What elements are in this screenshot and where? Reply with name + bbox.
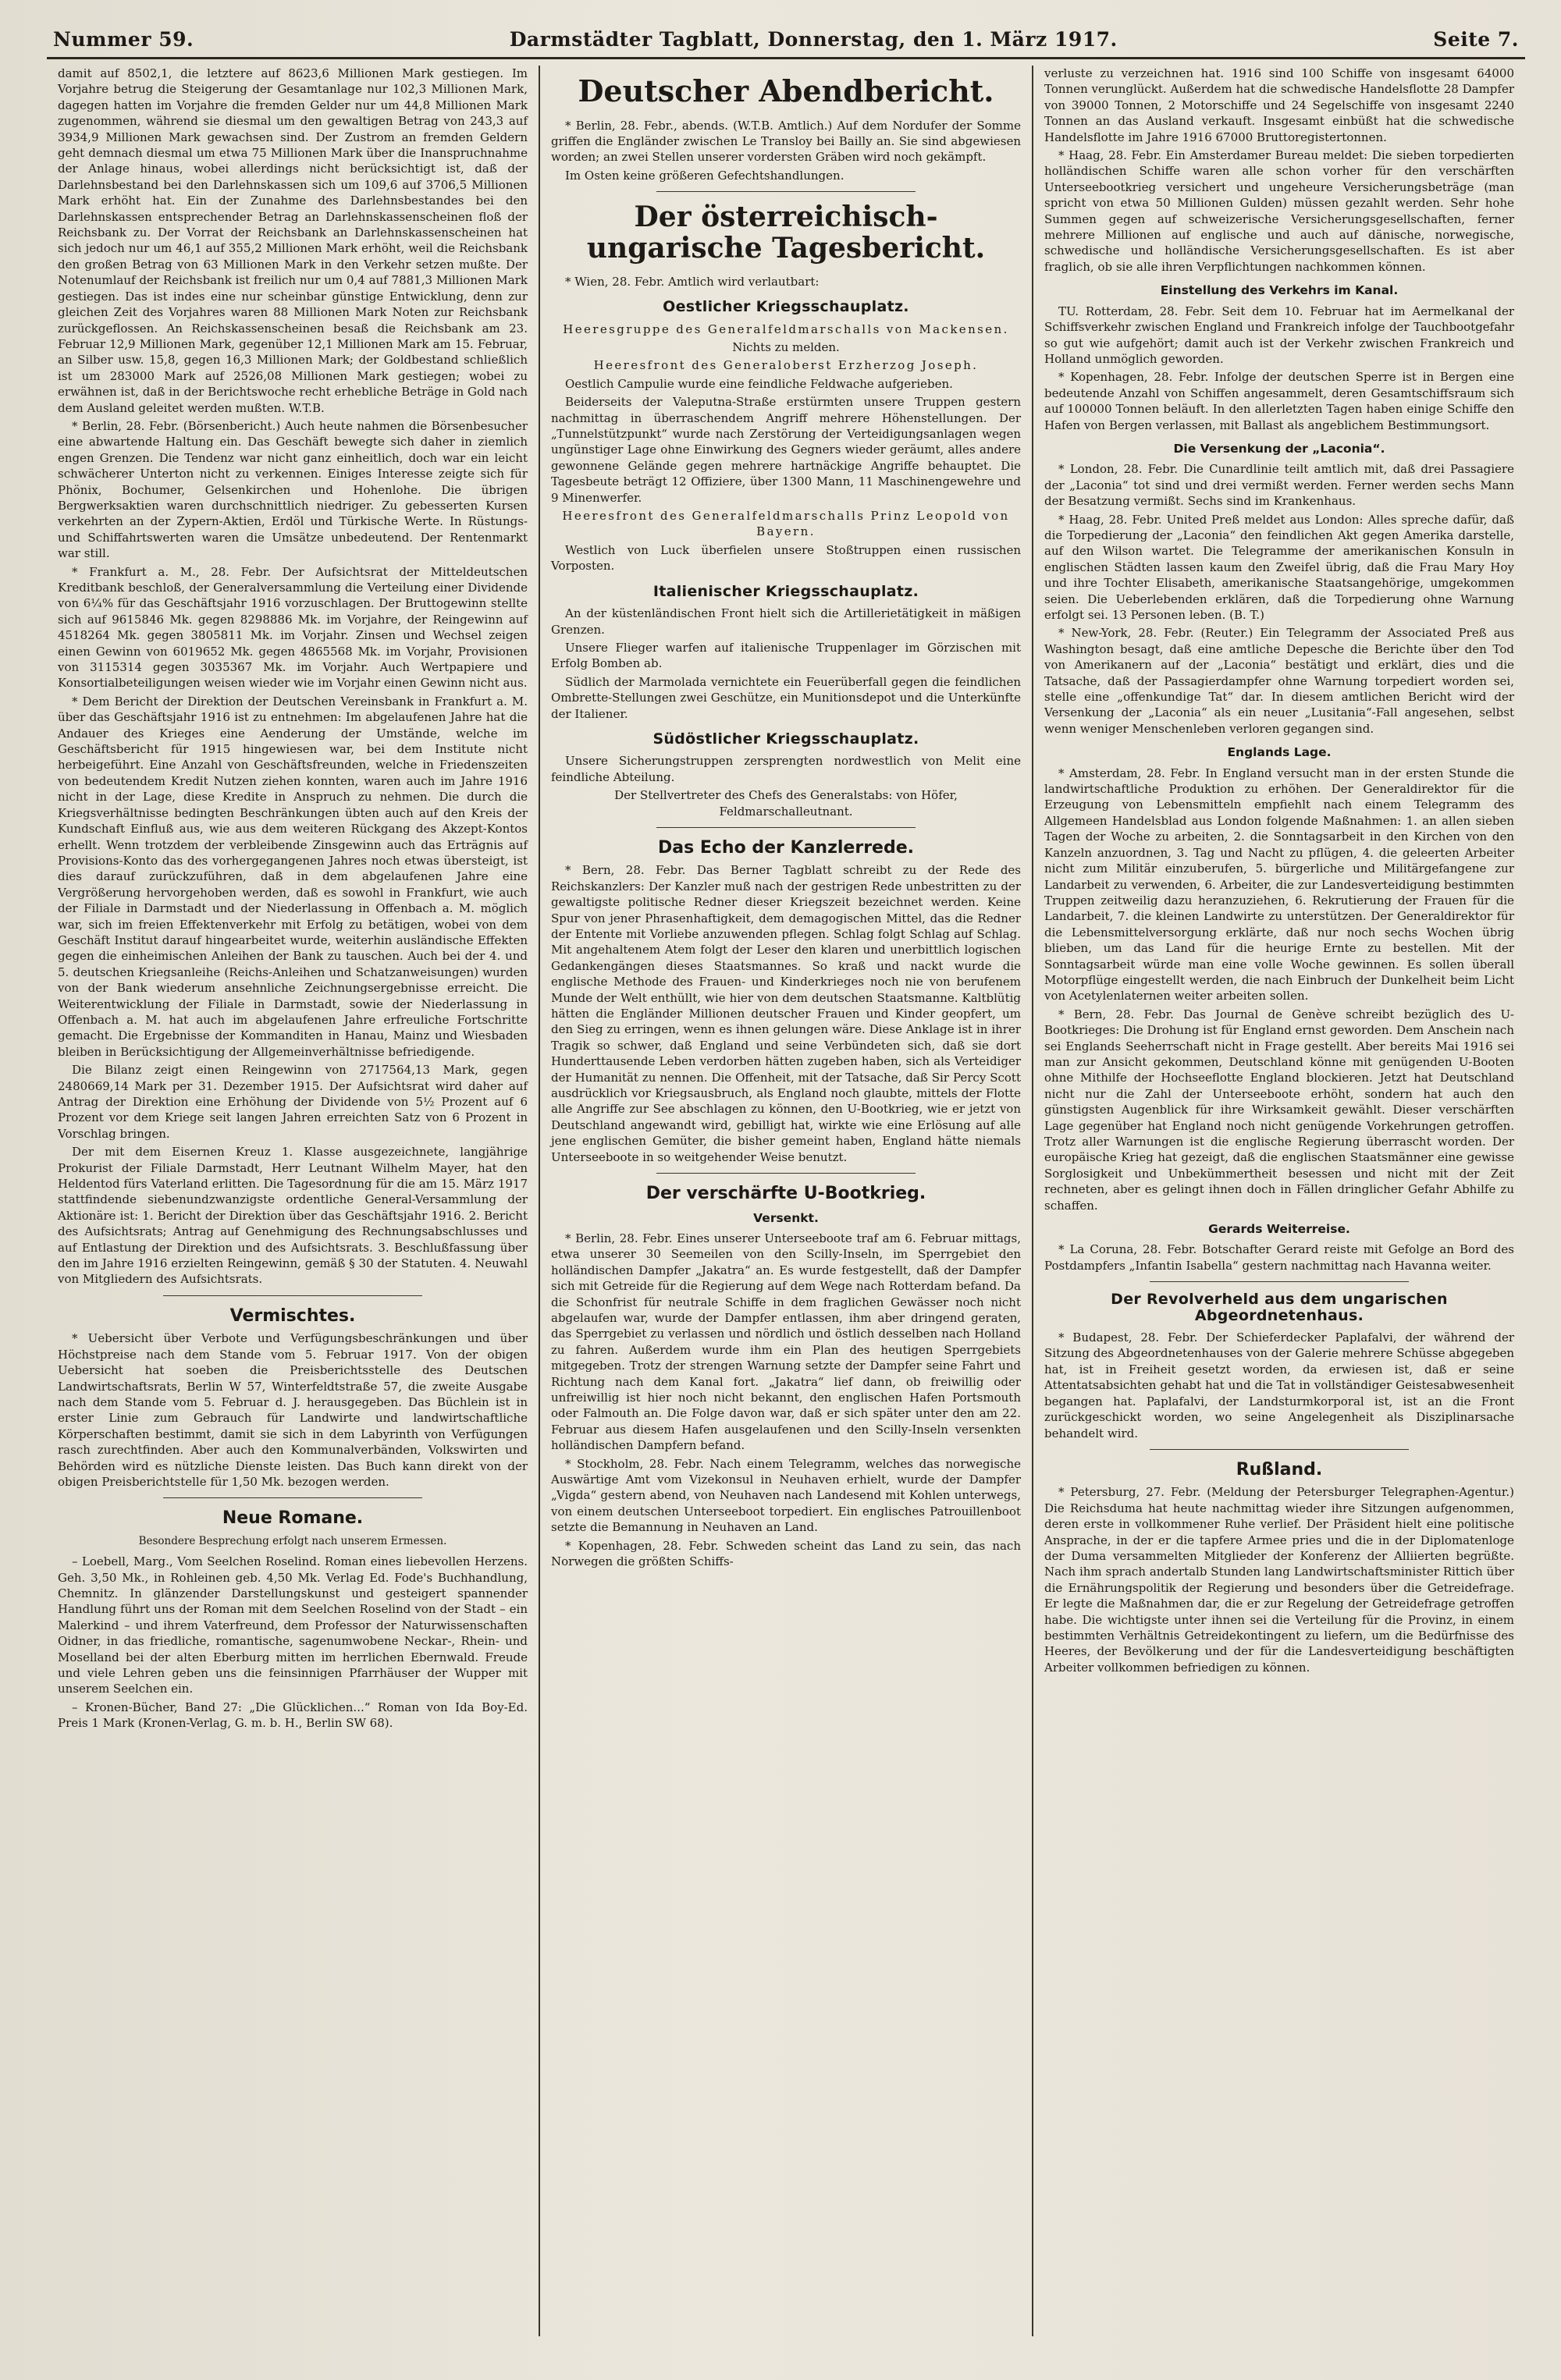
page-number: Seite 7. [1433, 28, 1519, 51]
issue-number: Nummer 59. [53, 28, 194, 51]
article-paragraph: * Amsterdam, 28. Febr. In England versucht man in der ersten Stunde die landwirtschaftliche Produktion zu erhöhen. Der Generaldirektor für die Erzeugung von Lebensmitteln empfiehlt nach einem Telegramm des Allgemeen Handelsblad aus London folgende Maßnahmen: 1. an allen sieben Tagen der Woche zu arbeiten, 2. die Sonntagsarbeit in den Kirchen von den Kanzeln anzuordnen, 3. Tag und Nacht zu pflügen, 4. die geleerten Arbeiter nicht zum Militär einzuberufen, 5. bürgerliche und Militärgefangene zur Landarbeit zu verwenden, 6. Arbeiter, die zur Landesverteidigung bestimmten Truppen zeitweilig dazu heranzuziehen, 6. Rekrutierung der Frauen für die Landarbeit, 7. die kleinen Landwirte zu unterstützen. Der Generaldirektor für die Lebensmittelversorgung erklärte, daß nur noch sechs Wochen übrig blieben, um das Land für die heurige Ernte zu bestellen. Mit der Sonntagsarbeit würde man eine volle Woche gewinnen. Es sollen überall Motorpflüge eingestellt werden, die nach Einbruch der Dunkelheit beim Licht von Acetylenlaternen weiter arbeiten sollen. [1044, 766, 1514, 1004]
subheading-suedoestlicher: Südöstlicher Kriegsschauplatz. [652, 730, 919, 748]
article-paragraph: damit auf 8502,1, die letztere auf 8623,6 Millionen Mark gestiegen. Im Vorjahre betrug die Steigerung der Gesamtanlage nur 102,3 Millionen Mark, dagegen hatten im Vorjahre die fremden Gelder nur um 44,8 Millionen Mark zugenommen, während sie diesmal um den gewaltigen Betrag von 243,3 auf 3934,9 Millionen Mark gewachsen sind. Der Zustrom an fremden Geldern geht demnach diesmal um etwa 75 Millionen Mark über die Inanspruchnahme der Anlage hinaus, wobei allerdings nicht berücksichtigt ist, daß der Darlehnsbestand bei den Darlehnskassen sich um 109,6 auf 3706,5 Millionen Mark erhöht hat. Ein der Zunahme des Darlehnsbestandes bei den Darlehnskassen entsprechender Betrag an Darlehnskassenscheinen floß der Reichsbank zu. Der Vorrat der Reichsbank an Darlehnskassenscheinen hat sich jedoch nur um 46,1 auf 355,2 Millionen Mark erhöht, weil die Reichsbank den großen Betrag von 63 Millionen Mark in den Verkehr setzen mußte. Der Notenumlauf der Reichsbank ist freilich nur um 0,4 auf 7881,3 Millionen Mark gestiegen. Das ist indes eine nur scheinbar günstige Entwicklung, denn zur gleichen Zeit des Vorjahres waren 88 Millionen Mark Noten zur Reichsbank zurückgeflossen. An Reichskassenscheinen besaß die Reichsbank am 23. Februar 12,9 Millionen Mark, gegenüber 12,1 Millionen Mark am 15. Februar, an Silber usw. 15,8, gegen 16,3 Millionen Mark; der Goldbestand schließlich ist um 283000 Mark auf 2526,08 Millionen Mark gestiegen; wobei zu erwähnen ist, daß in der Berichtswoche recht erhebliche Beträge in Gold nach dem Ausland geleitet werden mußten. W.T.B. [58, 66, 528, 415]
article-paragraph: An der küstenländischen Front hielt sich die Artillerietätigkeit in mäßigen Grenzen. [551, 606, 1021, 637]
section-heading-uboot: Der verschärfte U-Bootkrieg. [645, 1184, 926, 1204]
divider [656, 827, 915, 828]
subheading-versenkt: Versenkt. [753, 1210, 819, 1225]
column-1 [47, 66, 539, 2336]
article-paragraph: * Haag, 28. Febr. Ein Amsterdamer Bureau meldet: Die sieben torpedierten holländischen Schiffe waren alle schon vorher für den verschärften Unterseebootkrieg versichert und ungeheure Versicherungsbeträge (man spricht von etwa 50 Millionen Gulden) müssen gezahlt werden. Sehr hohe Summen gegen auf schweizerische Versicherungsgesellschaften, ferner mehrere Millionen auf englische und auch auf dänische, norwegische, schwedische und holländische Versicherungsgesellschaften. Es ist aber fraglich, ob sie alle ihren Verpflichtungen nachkommen können. [1044, 148, 1514, 274]
article-paragraph: * La Coruna, 28. Febr. Botschafter Gerard reiste mit Gefolge an Bord des Postdampfers „Infantin Isabella“ gestern nachmittag nach Havanna weiter. [1044, 1242, 1514, 1273]
article-paragraph: * Bern, 28. Febr. Das Berner Tagblatt schreibt zu der Rede des Reichskanzlers: Der Kanzler muß nach der gestrigen Rede unbestritten zu der gewaltigste politische Redner dieser Kriegszeit bezeichnet werden. Keine Spur von jener Phrasenhaftigkeit, dem demagogischen Mittel, das die Redner der Entente mit Vorliebe anzuwenden pflegen. Schlag folgt Schlag auf Schlag. Mit angehaltenem Atem folgt der Leser den klaren und unerbittlich logischen Gedankengängen dieses Staatsmannes. So kraß und nackt wurde die englische Methode des Frauen- und Kinderkrieges noch nie von berufenem Munde der Welt enthüllt, wie hier von dem deutschen Staatsmanne. Kaltblütig hätten die Engländer Millionen deutscher Frauen und Kinder geopfert, um den Sieg zu erringen, wenn es ihnen gelungen wäre. Diese Anklage ist in ihrer Tragik so schwer, daß England und seine Verbündeten sich, daß sie dort Hunderttausende Leben verdorben hätten zugeben haben, sich als Verteidiger der Humanität zu nennen. Die Offenheit, mit der Tatsache, daß Sir Percy Scott ausdrücklich vor Kriegsausbruch, als England noch glaubte, mittels der Flotte alle Angriffe zur See abschlagen zu können, den U-Bootkrieg, wie er jetzt von Deutschland angewandt wird, gebilligt hat, wirkte wie eine Erlösung auf alle jene englischen Gemüter, die bisher gemeint haben, England hätte niemals Unterseeboote in so weitgehender Weise benutzt. [551, 863, 1021, 1164]
divider [656, 1173, 915, 1174]
article-paragraph: Im Osten keine größeren Gefechtshandlungen. [565, 168, 845, 183]
article-paragraph: – Loebell, Marg., Vom Seelchen Roselind. Roman eines liebevollen Herzens. Geh. 3,50 Mk., in Rohleinen geb. 4,50 Mk. Verlag Ed. Fode's Buchhandlung, Chemnitz. In glänzender Darstellungskunst und gesteigert spannender Handlung führt uns der Roman mit dem Seelchen Roselind von der Stadt – ein Malerkind – und ihrem Vaterfreund, dem Professor der Naturwissenschaften Oidner, in das friedliche, romantische, sagenumwobene Neckar-, Rhein- und Moselland bei der alten Eberburg mitten im herrlichen Ebernwald. Freude und viele Lehren geben uns die feinsinnigen Pfarrhäuser der Wupper mit unserem Seelchen ein. [58, 1554, 528, 1696]
divider [163, 1497, 421, 1498]
section-heading-russland: Rußland. [1236, 1459, 1323, 1480]
section-heading-echo: Das Echo der Kanzlerrede. [657, 837, 914, 858]
article-paragraph: * Wien, 28. Febr. Amtlich wird verlautbart: [565, 274, 820, 289]
article-paragraph: Die Bilanz zeigt einen Reingewinn von 2717564,13 Mark, gegen 2480669,14 Mark per 31. Dezember 1915. Der Aufsichtsrat wird daher auf Antrag der Direktion eine Erhöhung der Dividende von 5½ Prozent auf 6 Prozent vor dem Kriege seit langen Jahren erreichten Satz von 6 Prozent in Vorschlag bringen. [58, 1063, 528, 1141]
article-paragraph: Südlich der Marmolada vernichtete ein Feuerüberfall gegen die feindlichen Ombrette-Stellungen zwei Geschütze, ein Munitionsdepot und die Unterkünfte der Italiener. [551, 674, 1021, 721]
section-heading-revolverheld: Der Revolverheld aus dem ungarischen Abgeordnetenhaus. [1111, 1291, 1448, 1324]
section-note: Besondere Besprechung erfolgt nach unserem Ermessen. [138, 1534, 447, 1547]
article-paragraph: * Berlin, 28. Febr. Eines unserer Unterseeboote traf am 6. Februar mittags, etwa unserer 30 Seemeilen von den Scilly-Inseln, im Sperrgebiet den holländischen Dampfer „Jakatra“ an. Es wurde festgestellt, daß der Dampfer sich mit Getreide für die Regierung auf dem Wege nach Rotterdam befand. Da die Schonfrist für neutrale Schiffe in dem fraglichen Gewässer noch nicht abgelaufen war, wurde der Dampfer entlassen, ihm aber dringend geraten, das Sperrgebiet zu verlassen und nördlich und östlich desselben nach Holland zu fahren. Außerdem wurde ihm ein Plan des heutigen Sperrgebiets mitgegeben. Trotz der strengen Warnung setzte der Dampfer seine Fahrt und Richtung nach dem Kanal fort. „Jakatra“ lief dann, ob freiwillig oder unfreiwillig ist hier noch nicht bekannt, den englischen Hafen Portsmouth oder Falmouth an. Die Folge davon war, daß er sich später unter den am 22. Februar aus diesem Hafen ausgelaufenen und den Scilly-Inseln versenkten holländischen Dampfern befand. [551, 1231, 1021, 1453]
article-paragraph: * Kopenhagen, 28. Febr. Infolge der deutschen Sperre ist in Bergen eine bedeutende Anzahl von Schiffen angesammelt, deren Gesamtschiffsraum sich auf 100000 Tonnen beläuft. In den allerletzten Tagen haben einige Schiffe den Hafen von Bergen verlassen, mit Ballast als angeblichem Bestimmungsort. [1044, 370, 1514, 432]
article-paragraph: * Frankfurt a. M., 28. Febr. Der Aufsichtsrat der Mitteldeutschen Kreditbank beschloß, der Generalversammlung die Verteilung einer Dividende von 6¼% für das Geschäftsjahr 1916 vorzuschlagen. Der Bruttogewinn stellte sich auf 9615846 Mk. gegen 8298886 Mk. im Vorjahre, der Reingewinn auf 4518264 Mk. gegen 3805811 Mk. im Vorjahr. Zinsen und Wechsel zeigen einen Gewinn von 6019652 Mk. gegen 4865568 Mk. im Vorjahr, Provisionen von 3115314 gegen 3035367 Mk. im Vorjahr. Auch Wertpapiere und Konsortialbeteiligungen weisen wieder wie im Vorjahr einen Gewinn nicht aus. [58, 564, 528, 691]
article-paragraph: * Dem Bericht der Direktion der Deutschen Vereinsbank in Frankfurt a. M. über das Geschäftsjahr 1916 ist zu entnehmen: Im abgelaufenen Jahre hat die Andauer des Krieges eine Aenderung der Umstände, welche im Geschäftsbericht für 1915 hingewiesen war, bei dem Institute nicht herbeigeführt. Eine Anzahl von Geschäftsfreunden, welche in Friedenszeiten von bedeutendem Kredit Nutzen ziehen konnten, waren auch im Jahre 1916 nicht in der Lage, diese Kredite in Anspruch zu nehmen. Die durch die Kriegsverhältnisse bedingten Beschränkungen übten auch auf den Kreis der Kundschaft Einfluß aus, wie aus dem weiteren Rückgang des Akzept-Kontos erhellt. Wenn trotzdem der verbleibende Zinsgewinn auch das Erträgnis auf Provisions-Konto das des vorhergegangenen Jahres noch etwas übersteigt, ist dies darauf zurückzuführen, daß in dem abgelaufenen Jahre eine Vergrößerung hervorgehoben werden, daß es sowohl in Frankfurt, wie auch der Filiale in Darmstadt und der Niederlassung in Offenbach a. M. möglich war, sich im freien Effektenverkehr mit Erfolg zu betätigen, wobei von dem Geschäft Institut darauf hingearbeitet wurde, weiterhin ausländische Effekten gegen die einheimischen Anleihen der Bank zu tauschen. Auch bei der 4. und 5. deutschen Kriegsanleihe (Reichs-Anleihen und Schatzanweisungen) wurden von der Bank wiederum ansehnliche Zeichnungsergebnisse erreicht. Die Weiterentwicklung der Filiale in Darmstadt, sowie der Niederlassung in Offenbach a. M. hat auch im abgelaufenen Jahre erfreuliche Fortschritte gemacht. Die Ergebnisse der Kommanditen in Hanau, Mainz und Wiesbaden bleiben in Berücksichtigung der Allgemeinverhältnisse befriedigende. [58, 694, 528, 1059]
army-group-line: Heeresfront des Generalfeldmarschalls Prinz Leopold von Bayern. [562, 509, 1010, 539]
article-paragraph: Beiderseits der Valeputna-Straße erstürmten unsere Truppen gestern nachmittag in überraschendem Angriff mehrere Höhenstellungen. Der „Tunnelstützpunkt“ wurde nach Zerstörung der Verteidigungsanlagen wegen ungünstiger Lage ohne Einwirkung des Gegners wieder geräumt, alles andere gewonnene Gelände gegen mehrere hartnäckige Angriffe behauptet. Die Tagesbeute beträgt 12 Offiziere, über 1300 Mann, 11 Maschinengewehre und 9 Minenwerfer. [551, 395, 1021, 505]
article-paragraph: Oestlich Campulie wurde eine feindliche Feldwache aufgerieben. [565, 376, 953, 391]
article-paragraph: * Budapest, 28. Febr. Der Schieferdecker Paplafalvi, der während der Sitzung des Abgeordnetenhauses von der Galerie mehrere Schüsse abgegeben hat, ist in Freiheit gesetzt worden, da erwiesen ist, daß er seine Attentatsabsichten gehabt hat und die Tat in vollständiger Geistesabwesenheit begangen hat. Paplafalvi, der Landsturmkorporal ist, ist an die Front zurückgeschickt worden, wo seine Angelegenheit als Disziplinarsache behandelt wird. [1044, 1330, 1514, 1440]
newspaper-title: Darmstädter Tagblatt, Donnerstag, den 1. März 1917. [509, 28, 1118, 51]
divider [163, 1295, 421, 1296]
subheading-englands-lage: Englands Lage. [1227, 745, 1332, 760]
section-heading-vermischtes: Vermischtes. [229, 1305, 356, 1326]
article-paragraph: * Haag, 28. Febr. United Preß meldet aus London: Alles spreche dafür, daß die Torpedierung der „Laconia“ den feindlichen Akt gegen Amerika darstelle, auf den Wilson wartet. Die Telegramme der amerikanischen Konsuln in englischen Städten lassen kaum den Zweifel übrig, daß die Frau Mary Hoy und ihre Tochter Elisabeth, amerikanische Staatsangehörige, umgekommen seien. Die Ueberlebenden erklären, daß die Torpedierung ohne Warnung erfolgt sei. 13 Personen leben. (B. T.) [1044, 512, 1514, 622]
report-line: Nichts zu melden. [732, 340, 840, 355]
article-paragraph: * Bern, 28. Febr. Das Journal de Genève schreibt bezüglich des U-Bootkrieges: Die Drohung ist für England ernst geworden. Dem Anschein nach sei Englands Seeherrschaft nicht in Frage gestellt. Aber bereits Mai 1916 sei man zur Ansicht gekommen, Deutschland könne mit genügenden U-Booten ohne Mithilfe der Hochseeflotte England blockieren. Jetzt hat Deutschland nicht nur die Zahl der Unterseeboote erhöht, sondern hat auch den günstigsten Augenblick für ihre Wirksamkeit gewählt. Dieser verschärften Lage gegenüber hat England noch nicht genügende Vorkehrungen getroffen. Trotz aller Warnungen ist die englische Regierung überrascht worden. Der europäische Krieg hat gezeigt, daß die englischen Staatsmänner eine gewisse Sorglosigkeit und Unbekümmertheit besessen und nicht mit der Zeit rechneten, aber es gelingt ihnen doch in Fällen dringlicher Gefahr Abhilfe zu schaffen. [1044, 1007, 1514, 1213]
subheading-italienischer: Italienischer Kriegsschauplatz. [652, 582, 919, 600]
article-paragraph: verluste zu verzeichnen hat. 1916 sind 100 Schiffe von insgesamt 64000 Tonnen verunglückt. Außerdem hat die schwedische Handelsflotte 28 Dampfer von 39000 Tonnen, 2 Motorschiffe und 24 Segelschiffe von insgesamt 2240 Tonnen an das Ausland verkauft. Insgesamt einbüßt hat die schwedische Handelsflotte im Jahre 1916 67000 Bruttoregistertonnen. [1044, 66, 1514, 144]
article-paragraph: – Kronen-Bücher, Band 27: „Die Glücklichen...“ Roman von Ida Boy-Ed. Preis 1 Mark (Kronen-Verlag, G. m. b. H., Berlin SW 68). [58, 1700, 528, 1731]
article-paragraph: TU. Rotterdam, 28. Febr. Seit dem 10. Februar hat im Aermelkanal der Schiffsverkehr zwischen England und Frankreich infolge der Tauchbootgefahr so gut wie aufgehört; damit auch ist der Verkehr zwischen Frankreich und Holland unmöglich geworden. [1044, 304, 1514, 366]
headline-oesterreich-ungarn: Der österreichisch-ungarische Tagesbericht. [586, 201, 986, 265]
divider [1150, 1449, 1408, 1450]
subheading-laconia: Die Versenkung der „Laconia“. [1173, 441, 1385, 456]
article-paragraph: Unsere Flieger warfen auf italienische Truppenlager im Görzischen mit Erfolg Bomben ab. [551, 640, 1021, 671]
divider [1150, 1281, 1408, 1282]
headline-abendbericht: Deutscher Abendbericht. [578, 73, 994, 108]
divider [656, 191, 915, 192]
article-paragraph: Der mit dem Eisernen Kreuz 1. Klasse ausgezeichnete, langjährige Prokurist der Filiale Darmstadt, Herr Leutnant Wilhelm Mayer, hat den Heldentod fürs Vaterland erlitten. Die Tagesordnung für die am 15. März 1917 stattfindende siebenundzwanzigste ordentliche General-Versammlung der Aktionäre ist: 1. Bericht der Direktion über das Geschäftsjahr 1916. 2. Bericht des Aufsichtsrats; Antrag auf Genehmigung des Rechnungsabschlusses und auf Entlastung der Direktion und des Aufsichtsrats. 3. Beschlußfassung über den im Jahre 1916 erzielten Reingewinn, gemäß § 30 der Statuten. 4. Neuwahl von Mitgliedern des Aufsichtsrats. [58, 1145, 528, 1287]
subheading-kanal: Einstellung des Verkehrs im Kanal. [1160, 283, 1399, 298]
masthead [47, 28, 1525, 59]
article-paragraph: * Petersburg, 27. Febr. (Meldung der Petersburger Telegraphen-Agentur.) Die Reichsduma hat heute nachmittag wieder ihre Sitzungen aufgenommen, deren erste in vollkommener Ruhe verlief. Der Präsident hielt eine politische Ansprache, in der er die tapfere Armee pries und die in der Diplomatenloge der Duma versammelten Mitglieder der Konferenz der Alliierten begrüßte. Nach ihm sprach andertalb Stunden lang Landwirtschaftsminister Rittich über die Ernährungspolitik der Regierung und besonders über die Getreidefrage. Er legte die Maßnahmen dar, die er zur Regelung der Getreidefrage getroffen habe. Die wichtigste unter ihnen sei die Verteilung für die Provinz, in einem bestimmten Verhältnis Getreidekontingent zu liefern, um die Bedürfnisse des Heeres, der Bevölkerung und der für die Landesverteidigung beschäftigten Arbeiter vollkommen befriedigen zu können. [1044, 1485, 1514, 1675]
article-paragraph: * London, 28. Febr. Die Cunardlinie teilt amtlich mit, daß drei Passagiere der „Laconia“ tot sind und drei vermißt werden. Ferner werden sechs Mann der Besatzung vermißt. Sechs sind im Krankenhaus. [1044, 462, 1514, 509]
article-paragraph: * Uebersicht über Verbote und Verfügungsbeschränkungen und über Höchstpreise nach dem Stande vom 5. Februar 1917. Von der obigen Uebersicht hat soeben die Preisberichtsstelle des Deutschen Landwirtschaftsrats, Berlin W 57, Winterfeldtstraße 57, die zweite Ausgabe nach dem Stande vom 5. Februar d. J. herausgegeben. Das Büchlein ist in erster Linie zum Gebrauch für Landwirte und landwirtschaftliche Körperschaften bestimmt, damit sie sich in dem Labyrinth von Verfügungen rasch zurechtfinden. Aber auch den Kommunalverbänden, Volkswirten und Behörden wird es nützliche Dienste leisten. Das Buch kann direkt von der obigen Preisberichtstelle für 1,50 Mk. bezogen werden. [58, 1331, 528, 1489]
column-2 [539, 66, 1032, 2336]
article-paragraph: * Berlin, 28. Febr., abends. (W.T.B. Amtlich.) Auf dem Nordufer der Somme griffen die Engländer zwischen Le Transloy bei Bailly an. Sie sind abgewiesen worden; an zwei Stellen unserer vordersten Gräben wird noch gekämpft. [551, 118, 1021, 165]
article-paragraph: * Stockholm, 28. Febr. Nach einem Telegramm, welches das norwegische Auswärtige Amt vom Vizekonsul in Neuhaven erhielt, wurde der Dampfer „Vigda“ gestern abend, von Neuhaven nach Landesend mit Kohlen unterwegs, von einem deutschen Unterseeboot torpediert. Ein englisches Patrouillenboot setzte die Bemannung in Neuhaven an Land. [551, 1456, 1021, 1535]
army-group-line: Heeresfront des Generaloberst Erzherzog Joseph. [593, 358, 979, 373]
subheading-gerard: Gerards Weiterreise. [1208, 1222, 1350, 1237]
army-group-line: Heeresgruppe des Generalfeldmarschalls von Mackensen. [563, 321, 1009, 336]
article-paragraph: Unsere Sicherungstruppen zersprengten nordwestlich von Melit eine feindliche Abteilung. [551, 754, 1021, 784]
article-paragraph: * New-York, 28. Febr. (Reuter.) Ein Telegramm der Associated Preß aus Washington besagt, daß eine amtliche Depesche die Berichte über den Tod von Amerikanern auf der „Laconia“ bestätigt und erklärt, dies und die Tatsache, daß der Passagierdampfer ohne Warnung torpediert worden sei, stelle eine „offenkundige Tat“ dar. In diesem amtlichen Bericht wird der Versenkung der „Laconia“ als ein neuer „Lusitania“-Fall angesehen, selbst wenn weniger Menschenleben verloren gegangen sind. [1044, 626, 1514, 736]
article-paragraph: Westlich von Luck überfielen unsere Stoßtruppen einen russischen Vorposten. [551, 542, 1021, 574]
subheading-oestlicher: Oestlicher Kriegsschauplatz. [663, 298, 909, 316]
column-3 [1032, 66, 1525, 2336]
article-paragraph: * Kopenhagen, 28. Febr. Schweden scheint das Land zu sein, das nach Norwegen die größten Schiffs- [551, 1538, 1021, 1569]
section-heading-neue-romane: Neue Romane. [222, 1508, 364, 1529]
signature-line: Der Stellvertreter des Chefs des Generalstabs: von Höfer, Feldmarschalleutnant. [614, 788, 958, 819]
article-paragraph: * Berlin, 28. Febr. (Börsenbericht.) Auch heute nahmen die Börsenbesucher eine abwartende Haltung ein. Das Geschäft bewegte sich daher in ziemlich engen Grenzen. Die Tendenz war nicht ganz einheitlich, doch war ein leicht schwächerer Unterton nicht zu verkennen. Einiges Interesse zeigte sich für Phönix, Bochumer, Gelsenkirchen und Hohenlohe. Die übrigen Bergwerksaktien waren durchschnittlich niedriger. Zu gebesserten Kursen verkehrten an der Zypern-Aktien, Erdöl und Türkische Werte. In Rüstungs- und Schiffahrtswerten waren die Umsätze unbedeutend. Der Rentenmarkt war still. [58, 418, 528, 561]
